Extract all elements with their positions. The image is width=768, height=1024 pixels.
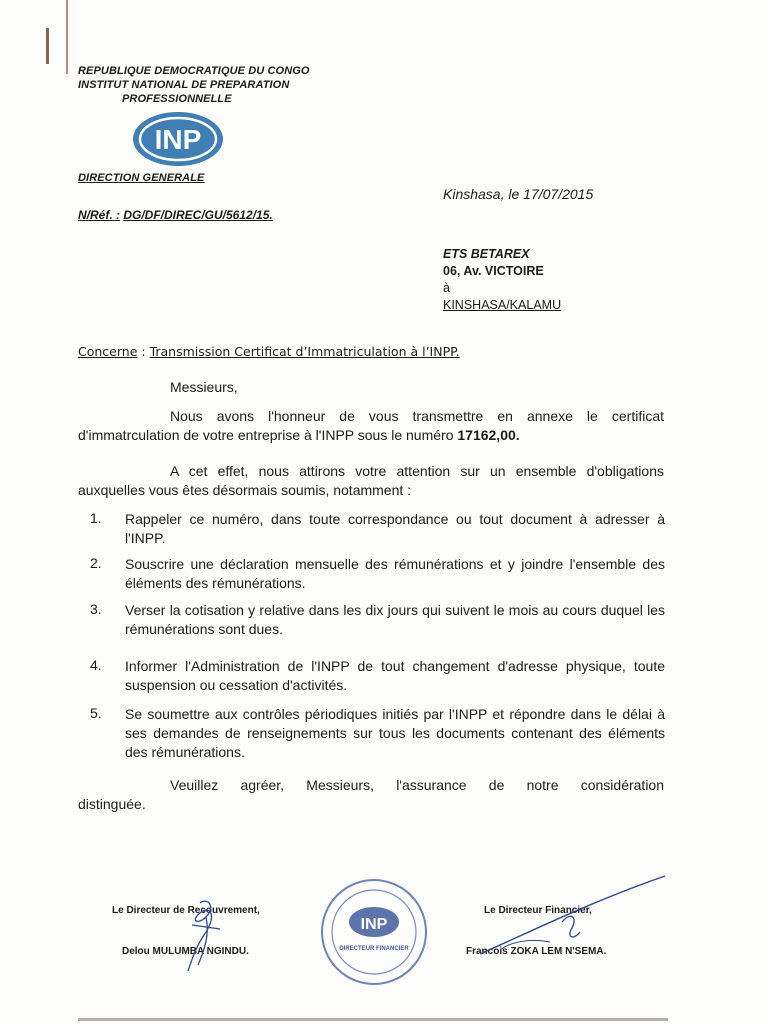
registration-number: 17162,00. bbox=[457, 427, 520, 443]
paragraph-1-text: d'immatrculation de votre entreprise à l'INPP sous le numéro bbox=[78, 427, 454, 443]
subject-sep: : bbox=[137, 344, 150, 359]
reference-label: N/Réf. : bbox=[78, 208, 120, 222]
paragraph-1-line1: Nous avons l'honneur de vous transmettre en annexe le certificat bbox=[170, 408, 664, 424]
reference-value: DG/DF/DIREC/GU/5612/15. bbox=[123, 208, 273, 222]
left-signatory-title: Le Directeur de Recouvrement, bbox=[112, 905, 260, 916]
list-item: Rappeler ce numéro, dans toute correspondance ou tout document à adresser à l'INPP. bbox=[125, 511, 665, 546]
header-country: REPUBLIQUE DEMOCRATIQUE DU CONGO bbox=[78, 65, 310, 77]
stamp-subtitle: DIRECTEUR FINANCIER bbox=[339, 946, 409, 952]
list-item-number: 4. bbox=[90, 657, 102, 673]
recipient-city: KINSHASA/KALAMU bbox=[443, 298, 562, 312]
subject-text: Transmission Certificat d’Immatriculation à l’INPP. bbox=[149, 344, 460, 359]
recipient-name: ETS BETAREX bbox=[443, 247, 530, 261]
list-item-number: 5. bbox=[90, 705, 102, 721]
closing-line1: Veuillez agréer, Messieurs, l'assurance de notre considération bbox=[170, 777, 664, 793]
header-institute: INSTITUT NATIONAL DE PREPARATION bbox=[78, 79, 290, 91]
closing bbox=[78, 776, 664, 814]
logo-text: INP bbox=[154, 124, 202, 155]
official-stamp bbox=[318, 878, 430, 986]
salutation: Messieurs, bbox=[170, 379, 238, 395]
closing-line2: distinguée. bbox=[78, 796, 146, 812]
list-item: Se soumettre aux contrôles périodiques initiés par l'INPP et répondre dans le délai à ses demandes de renseignements sur tous les documents contenant des éléments des rémunérations. bbox=[125, 706, 665, 760]
stamp-logo-text: INP bbox=[360, 916, 388, 933]
place-date: Kinshasa, le 17/07/2015 bbox=[443, 186, 594, 202]
list-item-number: 1. bbox=[90, 510, 102, 526]
list-item: Verser la cotisation y relative dans les dix jours qui suivent le mois au cours duquel les rémunérations sont dues. bbox=[125, 602, 665, 637]
paragraph-2-line1: A cet effet, nous attirons votre attention sur un ensemble d'obligations bbox=[170, 463, 664, 479]
list-item-number: 3. bbox=[90, 601, 102, 617]
left-signatory-name: Delou MULUMBA NGINDU. bbox=[122, 946, 249, 957]
right-signature-stroke bbox=[470, 872, 670, 962]
list-item: Informer l'Administration de l'INPP de tout changement d'adresse physique, toute suspension ou cessation d'activités. bbox=[125, 658, 665, 693]
bottom-rule bbox=[78, 1018, 668, 1021]
subject-label: Concerne bbox=[78, 344, 138, 359]
right-signatory-name: Francois ZOKA LEM N'SEMA. bbox=[466, 946, 607, 957]
header-institute-cont: PROFESSIONNELLE bbox=[122, 93, 232, 105]
list-item: Souscrire une déclaration mensuelle des rémunérations et y joindre l'ensemble des éléments des rémunérations. bbox=[125, 556, 665, 591]
recipient-a: à bbox=[443, 281, 450, 295]
list-item-number: 2. bbox=[90, 555, 102, 571]
recipient-address: 06, Av. VICTOIRE bbox=[443, 264, 544, 278]
paragraph-2-line2: auxquelles vous êtes désormais soumis, notamment : bbox=[78, 482, 412, 498]
left-signature-scribble bbox=[170, 895, 240, 975]
right-signatory-title: Le Directeur Financier, bbox=[484, 905, 592, 916]
direction-label: DIRECTION GENERALE bbox=[78, 172, 205, 184]
